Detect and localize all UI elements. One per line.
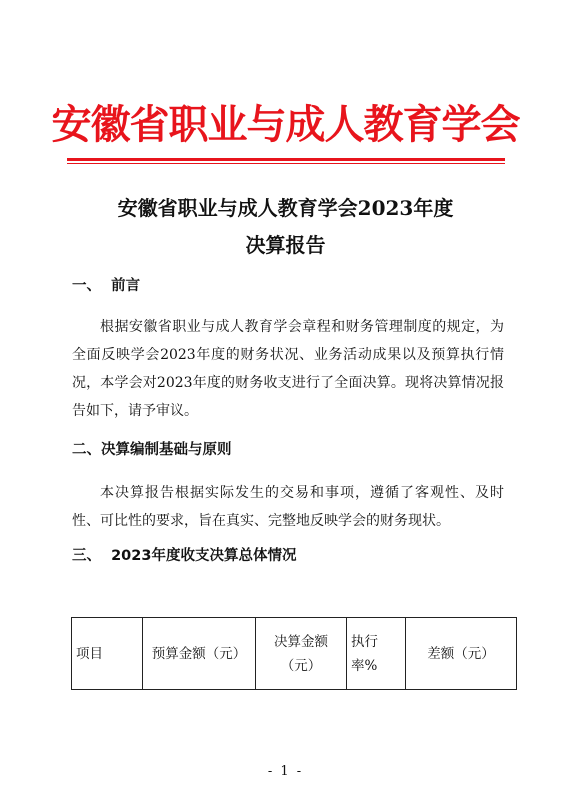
header-final-amount: 决算金额（元） <box>256 618 347 690</box>
section-heading-basis: 二、决算编制基础与原则 <box>72 442 232 458</box>
section-heading-preface: 一、 前言 <box>72 278 141 294</box>
masthead: 安徽省职业与成人教育学会 <box>51 101 520 148</box>
header-budget-amount: 预算金额（元） <box>143 618 256 690</box>
section-heading-overview: 三、 2023年度收支决算总体情况 <box>72 548 297 564</box>
header-difference: 差额（元） <box>406 618 517 690</box>
preface-paragraph: 根据安徽省职业与成人教育学会章程和财务管理制度的规定，为全面反映学会2023年度的财务状况、业务活动成果以及预算执行情况，本学会对2023年度的财务收支进行了全面决算。现将决算情况报告如下，请予审议。 <box>72 319 504 419</box>
masthead-rule-thick <box>67 158 505 161</box>
budget-table <box>71 617 517 690</box>
report-title-line1: 安徽省职业与成人教育学会2023年度 <box>117 196 454 220</box>
report-title-line2: 决算报告 <box>245 233 326 257</box>
header-item: 项目 <box>72 618 143 690</box>
table-header-row <box>72 618 517 690</box>
page-number: - 1 - <box>267 764 304 779</box>
header-execution-rate: 执行率% <box>347 618 406 690</box>
basis-paragraph: 本决算报告根据实际发生的交易和事项，遵循了客观性、及时性、可比性的要求，旨在真实、完整地反映学会的财务现状。 <box>72 485 504 529</box>
masthead-rule-thin <box>67 163 505 164</box>
